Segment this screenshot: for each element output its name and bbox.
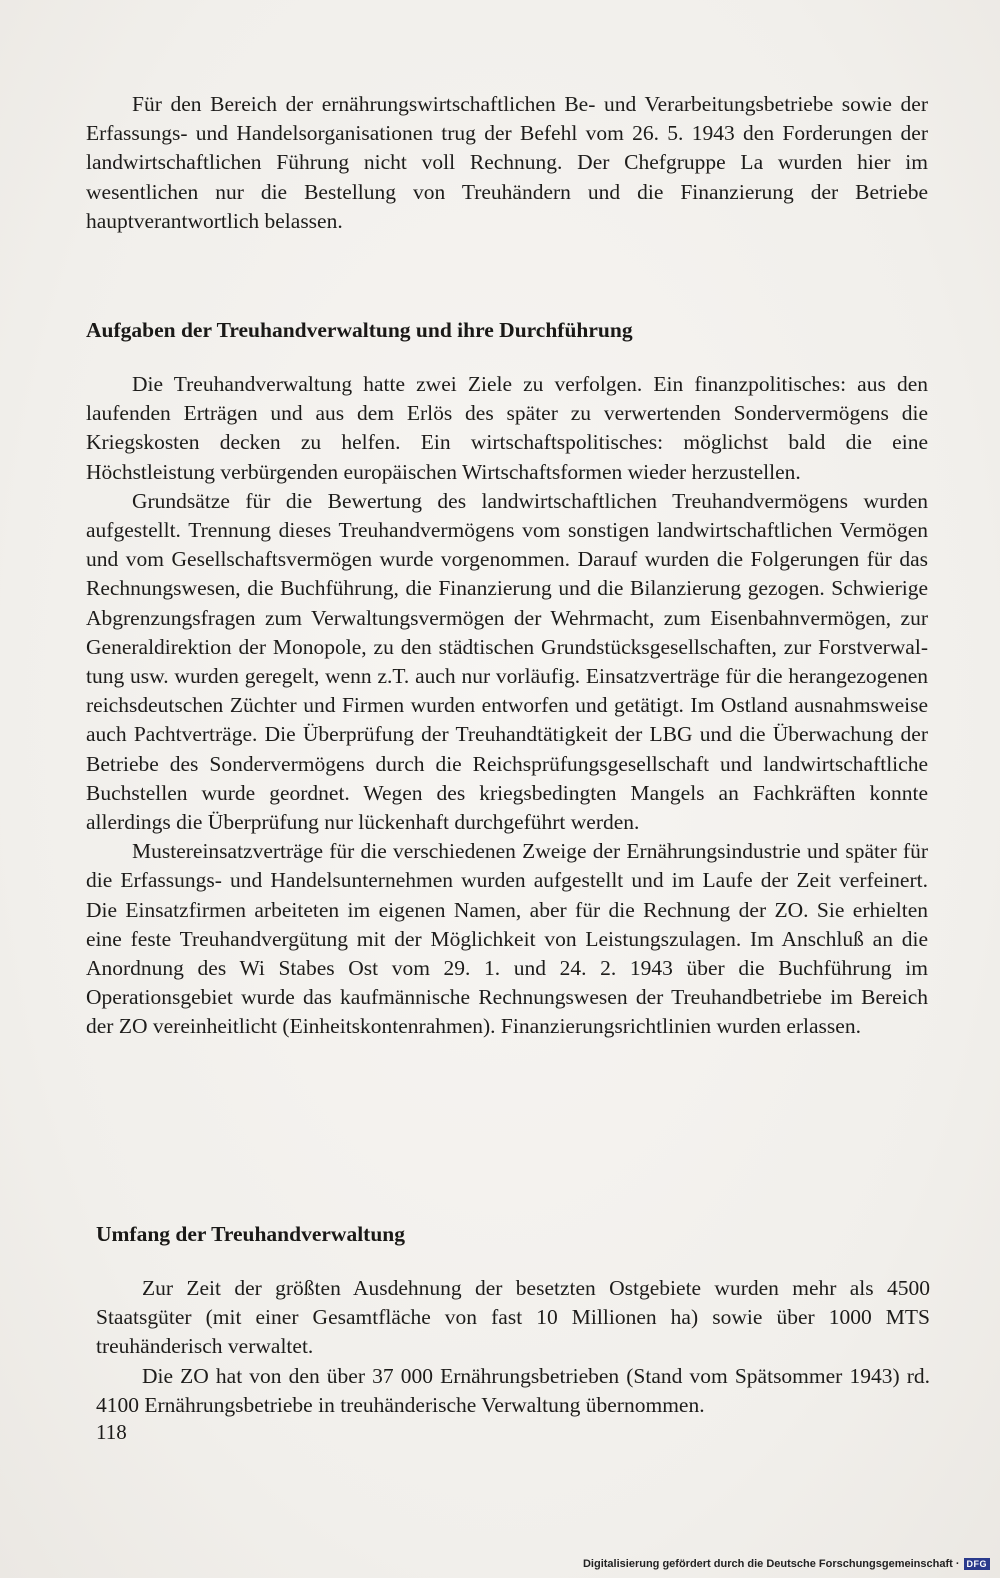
intro-text bbox=[86, 90, 928, 236]
section2-paragraph-1: Zur Zeit der größten Ausdehnung der besetzten Ostgebiete wurden mehr als 4500 Staatsgüter (mit einer Gesamtfläche von fast 10 Millionen ha) sowie über 1000 MTS treuhänderisch verwaltet. bbox=[96, 1276, 930, 1359]
footer-credit-text: Digitalisierung gefördert durch die Deutsche Forschungsgemeinschaft · bbox=[582, 1558, 960, 1570]
section2-text bbox=[96, 1274, 930, 1420]
dfg-logo-icon: DFG bbox=[964, 1558, 991, 1570]
section-heading-umfang: Umfang der Treuhandverwaltung bbox=[96, 1222, 405, 1246]
intro-paragraph-1: Für den Bereich der ernährungswirtschaftlichen Be- und Verarbeitungsbetriebe sowie der Erfassungs- und Handelsorganisationen trug der Befehl vom 26. 5. 1943 den Forderungen der landwirtschaftlichen Führung nicht voll Rechnung. Der Chefgruppe La wurden hier im wesentlichen nur die Bestellung von Treuhändern und die Finanzierung der Betriebe hauptverantwortlich belassen. bbox=[86, 92, 928, 233]
section1-text bbox=[86, 370, 928, 1042]
section1-paragraph-3: Mustereinsatzverträge für die verschiedenen Zweige der Ernährungsindustrie und später für die Erfassungs- und Handelsunternehmen wurden aufgestellt und im Laufe der Zeit verfeinert. Die Einsatzfirmen arbeiteten im eigenen Namen, aber für die Rechnung der ZO. Sie erhielten eine feste Treuhandvergütung mit der Möglichkeit von Leistungszulagen. Im Anschluß an die Anordnung des Wi Stabes Ost vom 29. 1. und 24. 2. 1943 über die Buchführung im Operationsgebiet wurde das kaufmännische Rechnungswesen der Treuhandbetriebe im Bereich der ZO vereinheitlicht (Einheitskontenrahmen). Finanzierungsrichtlinien wurden erlassen. bbox=[86, 839, 928, 1039]
section-heading-aufgaben: Aufgaben der Treuhandverwaltung und ihre Durchführung bbox=[86, 318, 633, 342]
section1-paragraph-1: Die Treuhandverwaltung hatte zwei Ziele zu verfolgen. Ein finanzpolitisches: aus den laufenden Erträgen und aus dem Erlös des später zu verwertenden Sondervermögens die Kriegskosten decken zu helfen. Ein wirtschaftspolitisches: möglichst bald die eine Höchstleistung verbürgenden europäischen Wirtschaftsformen wieder herzustellen. bbox=[86, 372, 928, 484]
section1-paragraph-2: Grundsätze für die Bewertung des landwirtschaftlichen Treuhandvermögens wurden aufgestellt. Trennung dieses Treuhandvermögens vom sonstigen landwirtschaftlichen Vermögen und vom Gesellschaftsvermögen wurde vorgenommen. Darauf wurden die Folgerungen für das Rechnungswesen, die Buchführung, die Finanzierung und die Bilanzierung gezogen. Schwierige Abgrenzungsfragen zum Verwaltungsvermögen der Wehrmacht, zum Eisenbahnvermögen, zur Generaldirektion der Monopole, zu den städtischen Grundstücksgesellschaften, zur Forstverwaltung usw. wurden geregelt, wenn z.T. auch nur vorläufig. Einsatzverträge für die herangezogenen reichsdeutschen Züchter und Firmen wurden entworfen und getätigt. Im Ostland ausnahmsweise auch Pachtverträge. Die Überprüfung der Treuhandtätigkeit der LBG und die Überwachung der Betriebe des Sondervermögens durch die Reichsprüfungsgesellschaft und landwirtschaftliche Buchstellen wurde geordnet. Wegen des kriegsbedingten Mangels an Fachkräften konnte allerdings die Überprüfung nur lückenhaft durchgeführt werden. bbox=[86, 488, 928, 835]
digitization-footer bbox=[583, 1558, 990, 1570]
section2-paragraph-2: Die ZO hat von den über 37 000 Ernährungsbetrieben (Stand vom Spätsommer 1943) rd. 4100 Ernährungsbetriebe in treuhänderische Verwaltung übernommen. bbox=[96, 1363, 930, 1417]
page-number: 118 bbox=[96, 1420, 127, 1444]
